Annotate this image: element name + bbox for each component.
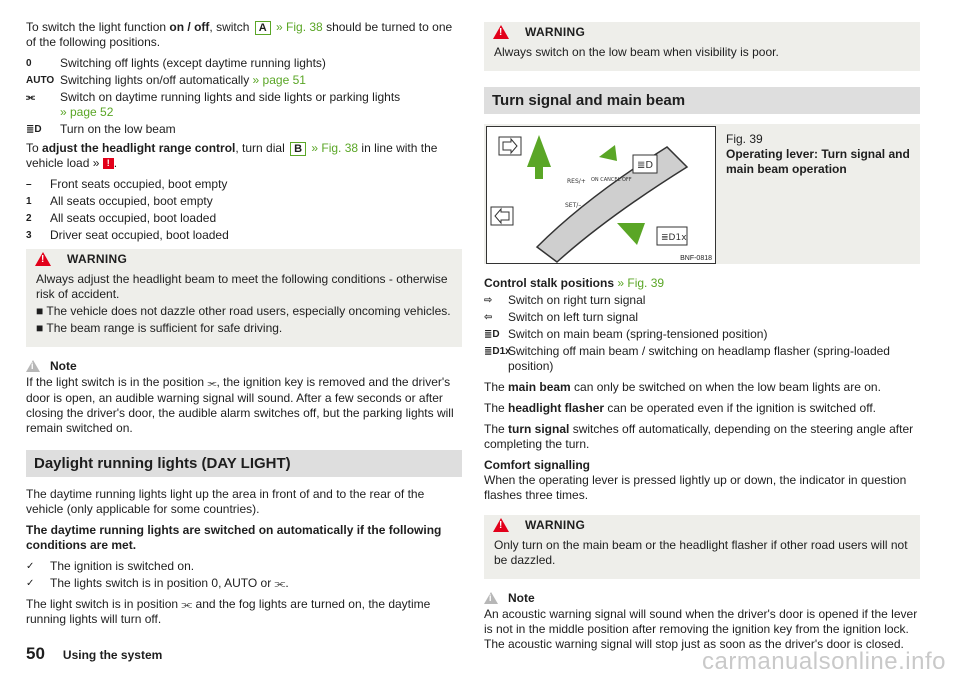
stalk-title: Control stalk positions xyxy=(484,276,615,290)
fig-38-link-2[interactable]: » Fig. 38 xyxy=(308,141,359,155)
figure-39 xyxy=(484,124,920,264)
svg-text:SET/–: SET/– xyxy=(565,202,582,209)
zero-icon: 0 xyxy=(26,58,32,69)
two-icon: 2 xyxy=(26,213,32,224)
page-51-link[interactable]: » page 51 xyxy=(252,73,306,87)
intro-text: To switch the light function xyxy=(26,20,170,34)
turn-signal-para xyxy=(484,422,920,452)
load-row xyxy=(26,211,462,226)
warning-title: WARNING xyxy=(525,517,586,532)
note-icon: i xyxy=(26,360,40,372)
stalk-heading xyxy=(484,276,920,291)
position-off xyxy=(26,56,462,71)
warning-icon: ! xyxy=(35,252,51,266)
para-text: The xyxy=(484,422,509,436)
load-row xyxy=(26,194,462,209)
check-icon: ✓ xyxy=(26,561,35,572)
warning-text: Only turn on the main beam or the headlight flasher if other road users will not be dazzled. xyxy=(494,538,908,567)
load-text: All seats occupied, boot empty xyxy=(50,194,213,208)
warning-icon: ! xyxy=(103,158,114,169)
range-text-3: in line with the vehicle load » xyxy=(26,141,438,170)
low-beam-icon: ≣D xyxy=(26,124,42,135)
light-switch-intro xyxy=(26,20,462,50)
warning-icon: ! xyxy=(493,25,509,39)
condition-row xyxy=(26,559,462,574)
auto-icon: AUTO xyxy=(26,75,55,86)
note-header xyxy=(484,591,920,605)
range-text-2: , turn dial xyxy=(235,141,289,155)
flasher-para xyxy=(484,401,920,416)
note-text xyxy=(26,375,462,436)
svg-text:ON CANCEL OFF: ON CANCEL OFF xyxy=(591,177,632,183)
note-icon: i xyxy=(484,592,498,604)
left-column xyxy=(26,20,462,633)
load-text: Driver seat occupied, boot loaded xyxy=(50,228,229,242)
section-title-turn-signal: Turn signal and main beam xyxy=(484,87,920,114)
fig-38-link[interactable]: » Fig. 38 xyxy=(272,20,323,34)
note-header xyxy=(26,359,462,373)
para-bold: main beam xyxy=(508,380,571,394)
condition-text: The lights switch is in position 0, AUTO or ⫘. xyxy=(50,576,289,590)
warning-bullet: ■ The beam range is sufficient for safe driving. xyxy=(36,321,283,335)
condition-text: The ignition is switched on. xyxy=(50,559,195,573)
intro-text-3: should be turned to one of the following positions. xyxy=(26,20,453,49)
position-low-beam xyxy=(26,122,462,137)
figure-caption xyxy=(718,124,920,264)
comfort-title: Comfort signalling xyxy=(484,458,590,472)
warning-title: WARNING xyxy=(525,24,586,39)
position-text: Switch on daytime running lights and side lights or parking lights xyxy=(60,90,401,104)
para-text: The xyxy=(484,380,509,394)
warning-icon: ! xyxy=(493,518,509,532)
note-text-a: If the light switch is in the position xyxy=(26,375,208,389)
comfort-text: When the operating lever is pressed lightly up or down, the indicator in question flashes three times. xyxy=(484,473,907,502)
key-b: B xyxy=(290,142,306,156)
main-beam-para xyxy=(484,380,920,395)
load-row xyxy=(26,177,462,192)
para-bold: headlight flasher xyxy=(508,401,605,415)
stalk-item xyxy=(484,310,920,325)
range-bold: adjust the headlight range control xyxy=(42,141,236,155)
comfort-para xyxy=(484,458,920,503)
right-arrow-icon: ⇨ xyxy=(484,295,493,306)
stalk-text: Switch on main beam (spring-tensioned position) xyxy=(508,327,768,341)
para-text: can only be switched on when the low beam lights are on. xyxy=(570,380,881,394)
figure-caption-text: Operating lever: Turn signal and main beam operation xyxy=(726,147,910,176)
stalk-text: Switch on left turn signal xyxy=(508,310,639,324)
intro-text-2: , switch xyxy=(209,20,253,34)
para-text: The xyxy=(484,401,509,415)
warning-header xyxy=(484,515,920,534)
load-row xyxy=(26,228,462,243)
position-text: Switching lights on/off automatically xyxy=(60,73,253,87)
warning-text: Always adjust the headlight beam to meet the following conditions - otherwise risk of accident. xyxy=(36,272,448,301)
para-text: can be operated even if the ignition is switched off. xyxy=(604,401,876,415)
warning-box-2 xyxy=(484,515,920,579)
flasher-icon: ≣D1x xyxy=(484,346,511,357)
stalk-item xyxy=(484,327,920,342)
position-text: Turn on the low beam xyxy=(60,122,176,136)
note-text-b: , the ignition key is removed and the driver's door is open, an audible warning signal will sound. After a few seconds or after closing the driver's door, the audible alarm switches off, but the parking lights will remain switched on. xyxy=(26,375,454,435)
stalk-text: Switching off main beam / switching on headlamp flasher (spring-loaded position) xyxy=(508,344,890,373)
stalk-item xyxy=(484,344,920,374)
para-text: switches off automatically, depending on the steering angle after completing the turn. xyxy=(484,422,914,451)
page-footer xyxy=(26,644,162,664)
warning-header xyxy=(26,249,462,268)
load-text: All seats occupied, boot loaded xyxy=(50,211,217,225)
svg-text:≣D: ≣D xyxy=(637,160,654,171)
range-text: To xyxy=(26,141,43,155)
position-text: Switching off lights (except daytime running lights) xyxy=(60,56,326,70)
warning-box-top xyxy=(484,22,920,71)
condition-row xyxy=(26,576,462,591)
drl-conditions-intro: The daytime running lights are switched on automatically if the following conditions are met. xyxy=(26,523,442,552)
stalk-diagram-icon xyxy=(487,127,715,263)
drl-paragraph-3: The light switch is in position ⫘ and the fog lights are turned on, the daytime running lights will turn off. xyxy=(26,597,431,626)
one-icon: 1 xyxy=(26,196,32,207)
note-title: Note xyxy=(508,591,535,605)
warning-text: Always switch on the low beam when visibility is poor. xyxy=(494,45,779,59)
stalk-text: Switch on right turn signal xyxy=(508,293,646,307)
svg-text:RES/+: RES/+ xyxy=(567,178,586,185)
parking-light-icon: ⫘ xyxy=(26,92,35,103)
warning-bullet: ■ The vehicle does not dazzle other road users, especially oncoming vehicles. xyxy=(36,304,451,318)
position-auto xyxy=(26,73,462,88)
right-column xyxy=(484,22,920,658)
warning-title: WARNING xyxy=(67,251,128,266)
page-52-link[interactable]: » page 52 xyxy=(60,105,114,119)
parking-light-icon: ⫘ xyxy=(207,378,217,389)
note-text: An acoustic warning signal will sound when the driver's door is opened if the lever is not in the middle position after removing the ignition key from the ignition lock. The acoustic warning signal will stop just as soon as the driver's door is closed. xyxy=(484,607,918,651)
stalk-item xyxy=(484,293,920,308)
page-title: Using the system xyxy=(62,648,163,662)
page-number: 50 xyxy=(26,644,45,663)
load-text: Front seats occupied, boot empty xyxy=(50,177,228,191)
figure-number: Fig. 39 xyxy=(726,132,763,146)
warning-box xyxy=(26,249,462,347)
drl-paragraph: The daytime running lights light up the area in front of and to the rear of the vehicle (only applicable for some countries). xyxy=(26,487,425,516)
section-title-drl: Daylight running lights (DAY LIGHT) xyxy=(26,450,462,477)
stalk-illustration xyxy=(486,126,716,264)
left-arrow-icon: ⇦ xyxy=(484,312,493,323)
svg-text:≣D1x: ≣D1x xyxy=(661,233,687,243)
fig-39-link[interactable]: » Fig. 39 xyxy=(614,276,665,290)
high-beam-icon: ≣D xyxy=(484,329,500,340)
note-title: Note xyxy=(50,359,77,373)
figure-code: BNF-0818 xyxy=(680,255,712,262)
dash-icon: – xyxy=(26,179,32,190)
key-a: A xyxy=(255,21,271,35)
para-bold: turn signal xyxy=(508,422,570,436)
range-text-4: . xyxy=(113,156,118,170)
three-icon: 3 xyxy=(26,230,32,241)
warning-header xyxy=(484,22,920,41)
intro-bold: on / off xyxy=(169,20,210,34)
position-parking xyxy=(26,90,462,120)
range-control-para xyxy=(26,141,462,171)
watermark: carmanualsonline.info xyxy=(702,648,946,675)
check-icon: ✓ xyxy=(26,578,35,589)
